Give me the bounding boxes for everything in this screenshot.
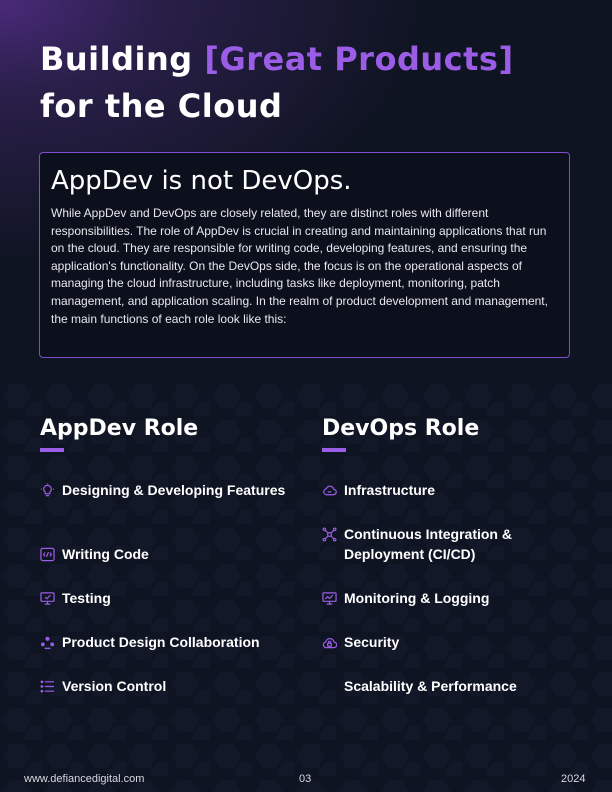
intro-card <box>39 152 570 358</box>
cloud-icon <box>322 480 344 500</box>
devops-item <box>322 480 582 524</box>
list-icon <box>40 676 62 696</box>
appdev-item-label: Version Control <box>62 678 167 694</box>
lock-cloud-icon <box>322 632 344 652</box>
devops-column <box>322 412 582 720</box>
devops-item <box>322 524 582 588</box>
devops-item-label: Monitoring & Logging <box>344 590 490 606</box>
title-accent: [Great Products] <box>204 40 514 78</box>
title-line1: Building <box>40 40 205 78</box>
devops-item-label: Infrastructure <box>344 482 436 498</box>
footer-website: www.defiancedigital.com <box>24 773 145 785</box>
code-icon <box>40 544 62 564</box>
monitor-chart-icon <box>322 588 344 608</box>
title-line2: for the Cloud <box>40 87 283 125</box>
devops-item <box>322 632 582 676</box>
network-icon <box>322 524 344 544</box>
team-icon <box>40 632 62 652</box>
footer-page-number: 03 <box>299 773 312 785</box>
devops-item <box>322 676 582 720</box>
appdev-item <box>40 632 300 676</box>
appdev-underline <box>40 448 64 452</box>
appdev-item-label: Writing Code <box>62 546 149 562</box>
intro-heading: AppDev is not DevOps. <box>51 166 352 196</box>
devops-item <box>322 588 582 632</box>
devops-item-label: Security <box>344 634 400 650</box>
blank-icon <box>322 676 344 696</box>
monitor-check-icon <box>40 588 62 608</box>
appdev-column <box>40 412 300 720</box>
appdev-item <box>40 588 300 632</box>
appdev-item <box>40 544 300 588</box>
appdev-item <box>40 480 300 544</box>
page-title <box>40 36 514 130</box>
devops-underline <box>322 448 346 452</box>
footer-year: 2024 <box>561 773 586 785</box>
intro-body: While AppDev and DevOps are closely related, they are distinct roles with different responsibilities. The role of AppDev is crucial in creating and maintaining applications that run on the cloud. They are responsible for writing code, developing features, and ensuring the application's functionality. On the DevOps side, the focus is on the operational aspects of managing the cloud infrastructure, including tasks like deployment, monitoring, patch management, and application scaling. In the realm of product development and management, the main functions of each role look like this: <box>51 206 548 326</box>
appdev-item-label: Designing & Developing Features <box>62 482 286 498</box>
devops-item-label: Scalability & Performance <box>344 678 517 694</box>
lightbulb-icon <box>40 480 62 500</box>
appdev-heading: AppDev Role <box>40 416 199 441</box>
devops-item-label: Continuous Integration & Deployment (CI/CD) <box>344 526 512 562</box>
appdev-item <box>40 676 300 720</box>
devops-heading: DevOps Role <box>322 416 480 441</box>
appdev-item-label: Product Design Collaboration <box>62 634 260 650</box>
appdev-item-label: Testing <box>62 590 111 606</box>
